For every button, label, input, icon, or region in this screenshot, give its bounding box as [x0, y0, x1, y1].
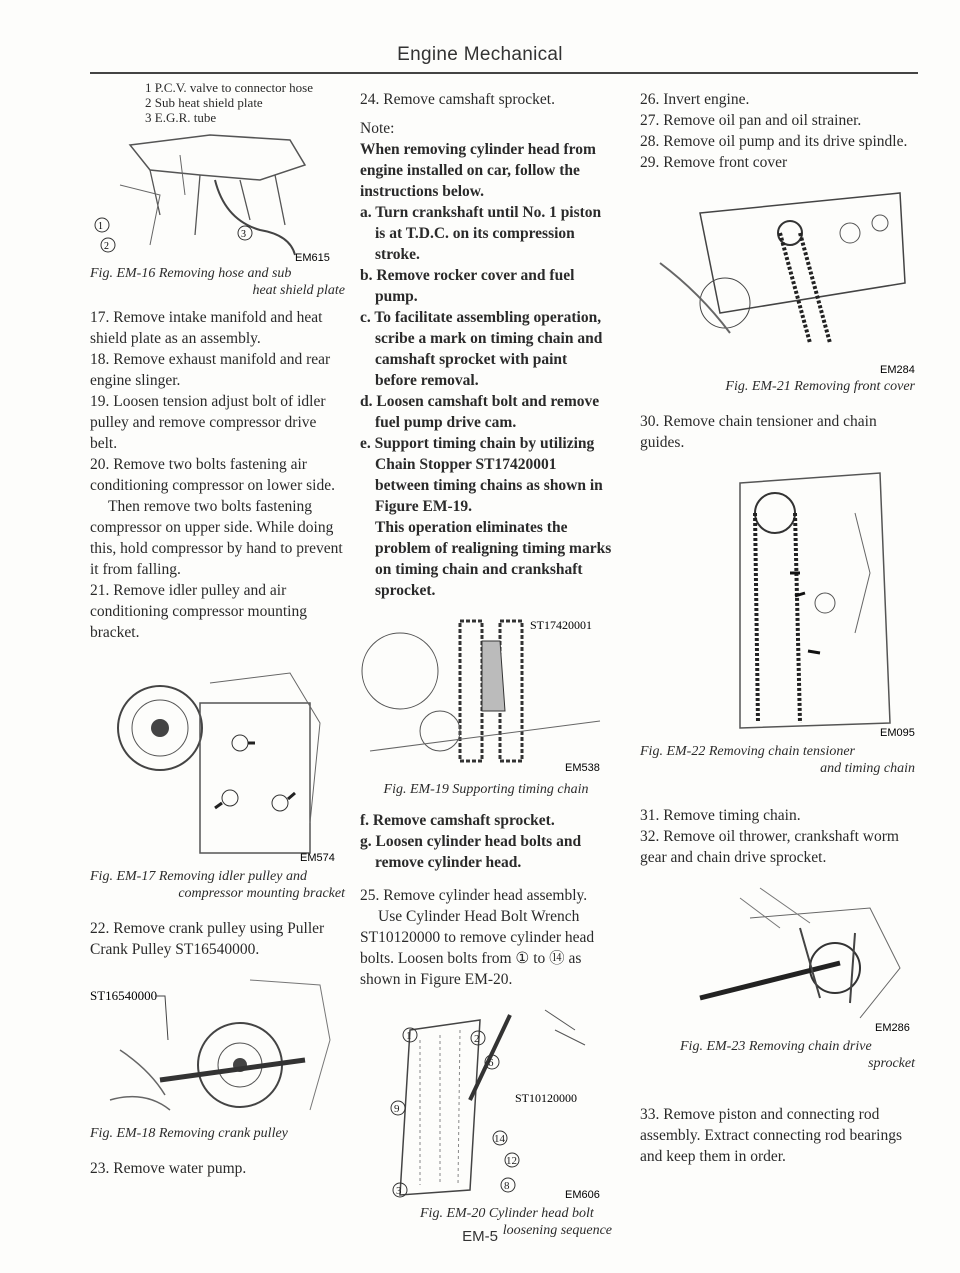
fig17-caption: Fig. EM-17 Removing idler pulley and compressor mounting bracket [90, 869, 345, 901]
svg-text:3: 3 [396, 1185, 402, 1197]
svg-text:9: 9 [394, 1103, 400, 1115]
svg-text:3: 3 [241, 229, 246, 240]
note-item-g: g. Loosen cylinder head bolts and remove cylinder head. [360, 833, 582, 871]
fig19-tool-label: ST17420001 [530, 618, 593, 632]
svg-text:8: 8 [504, 1180, 510, 1192]
step-24: 24. Remove camshaft sprocket. [360, 91, 555, 108]
note-item-c: c. To facilitate assembling operation, scribe a mark on timing chain and camshaft sprocket with paint before removal. [360, 309, 603, 389]
step-19: 19. Loosen tension adjust bolt of idler pulley and remove compressor drive belt. [90, 393, 326, 452]
fig20-tool-label: ST10120000 [515, 1091, 578, 1105]
fig20-caption: Fig. EM-20 Cylinder head bolt loosening sequence [420, 1206, 612, 1238]
column-right [640, 89, 915, 1167]
fig22-illustration [640, 453, 915, 743]
step-32: 32. Remove oil thrower, crankshaft worm gear and chain drive sprocket. [640, 828, 899, 866]
svg-text:14: 14 [494, 1133, 505, 1145]
step-33: 33. Remove piston and connecting rod assembly. Extract connecting rod bearings and keep them in order. [640, 1106, 902, 1165]
note-label: Note: [360, 120, 395, 137]
fig18-caption: Fig. EM-18 Removing crank pulley [90, 1126, 288, 1141]
step-26: 26. Invert engine. [640, 91, 750, 108]
note-item-d: d. Loosen camshaft bolt and remove fuel pump drive cam. [360, 393, 600, 431]
step-28: 28. Remove oil pump and its drive spindle. [640, 133, 908, 150]
fig16-legend [90, 80, 345, 125]
note-item-e2: This operation eliminates the problem of realigning timing marks on timing chain and crankshaft sprocket. [375, 519, 612, 599]
step-18: 18. Remove exhaust manifold and rear engine slinger. [90, 351, 331, 389]
note-item-a: a. Turn crankshaft until No. 1 piston is at T.D.C. on its compression stroke. [360, 204, 602, 263]
fig20-code: EM606 [565, 1189, 600, 1201]
svg-text:1: 1 [98, 221, 103, 232]
fig23-code: EM286 [875, 1022, 910, 1034]
page-number: EM-5 [462, 1228, 498, 1245]
step-31: 31. Remove timing chain. [640, 807, 801, 824]
note-item-b: b. Remove rocker cover and fuel pump. [360, 267, 575, 305]
page-header: Engine Mechanical [397, 44, 563, 65]
step-17: 17. Remove intake manifold and heat shield plate as an assembly. [90, 309, 323, 347]
fig16-code: EM615 [295, 252, 330, 264]
step-21: 21. Remove idler pulley and air conditioning compressor mounting bracket. [90, 582, 307, 641]
fig23-caption: Fig. EM-23 Removing chain drive sprocket [680, 1039, 915, 1071]
fig17-illustration [90, 643, 345, 868]
fig19-illustration [360, 601, 612, 781]
legend-item: 2 Sub heat shield plate [145, 95, 263, 110]
svg-text:12: 12 [506, 1155, 517, 1167]
fig18-tool-label: ST16540000 [90, 988, 158, 1003]
fig19-code: EM538 [565, 762, 600, 774]
fig22-code: EM095 [880, 727, 915, 739]
legend-item: 3 E.G.R. tube [145, 110, 217, 125]
fig18-illustration [90, 960, 345, 1125]
step-27: 27. Remove oil pan and oil strainer. [640, 112, 862, 129]
fig16-illustration [90, 125, 345, 265]
legend-item: 1 P.C.V. valve to connector hose [145, 80, 314, 95]
note-item-f: f. Remove camshaft sprocket. [360, 812, 555, 829]
step-20b: Then remove two bolts fastening compressor on upper side. While doing this, hold compressor by hand to prevent it from falling. [90, 498, 343, 578]
column-left [90, 80, 345, 1179]
fig20-illustration [360, 990, 612, 1205]
fig19-caption: Fig. EM-19 Supporting timing chain [383, 782, 589, 797]
step-23: 23. Remove water pump. [90, 1160, 247, 1177]
step-29: 29. Remove front cover [640, 154, 788, 171]
svg-text:2: 2 [474, 1033, 480, 1045]
column-middle [360, 89, 612, 1239]
fig22-caption: Fig. EM-22 Removing chain tensioner and timing chain [640, 744, 915, 776]
step-30: 30. Remove chain tensioner and chain guides. [640, 413, 877, 451]
step-22: 22. Remove crank pulley using Puller Crank Pulley ST16540000. [90, 920, 325, 958]
header-rule [90, 72, 918, 74]
fig23-illustration [640, 868, 915, 1038]
step-20: 20. Remove two bolts fastening air conditioning compressor on lower side. [90, 456, 335, 494]
note-item-e: e. Support timing chain by utilizing Chain Stopper ST17420001 between timing chains as shown in Figure EM-19. [360, 435, 603, 515]
note-text: When removing cylinder head from engine installed on car, follow the instructions below. [360, 141, 596, 200]
fig21-caption: Fig. EM-21 Removing front cover [725, 379, 915, 394]
fig16-caption: Fig. EM-16 Removing hose and sub heat shield plate [90, 266, 345, 298]
fig21-code: EM284 [880, 364, 915, 376]
step-25: 25. Remove cylinder head assembly. [360, 887, 588, 904]
fig17-code: EM574 [300, 852, 335, 864]
svg-text:6: 6 [488, 1057, 494, 1069]
svg-text:1: 1 [406, 1030, 412, 1042]
svg-text:2: 2 [104, 241, 109, 252]
step-25b: Use Cylinder Head Bolt Wrench ST10120000 to remove cylinder head bolts. Loosen bolts from ① to ⑭ as shown in Figure EM-20. [360, 908, 595, 988]
fig21-illustration [640, 173, 915, 378]
